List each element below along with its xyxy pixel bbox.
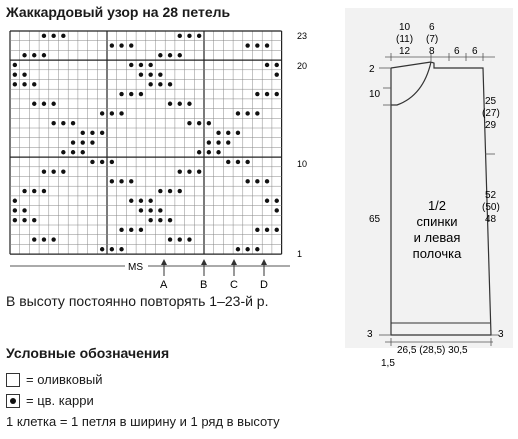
chart-dot	[255, 179, 259, 183]
neck-size-1: 6	[429, 22, 435, 33]
chart-dot	[51, 237, 55, 241]
chart-dot	[119, 228, 123, 232]
repeat-note: В высоту постоянно повторять 1–23-й р.	[6, 293, 269, 309]
chart-dot	[100, 160, 104, 164]
chart-grid	[10, 31, 282, 254]
chart-dot	[32, 82, 36, 86]
chart-dot	[275, 208, 279, 212]
chart-dot	[178, 237, 182, 241]
chart-dot	[129, 63, 133, 67]
chart-dot	[236, 160, 240, 164]
chart-dot	[265, 63, 269, 67]
legend-note: 1 клетка = 1 петля в ширину и 1 ряд в высоту	[6, 414, 280, 429]
chart-dot	[100, 131, 104, 135]
center-text-4: полочка	[412, 246, 462, 261]
legend-item-curry-text: = цв. карри	[26, 393, 94, 408]
row-label-1: 1	[297, 249, 303, 259]
chart-dot	[119, 247, 123, 251]
chart-dot	[13, 82, 17, 86]
shoulder-size-1: 10	[399, 22, 411, 33]
marker-d	[260, 259, 268, 290]
marker-a-label: A	[160, 279, 168, 290]
left-top-label: 2	[369, 64, 375, 75]
chart-dot	[119, 179, 123, 183]
chart-dot	[71, 121, 75, 125]
left-bottom-label: 3	[367, 329, 373, 340]
legend-item-olive-text: = оливковый	[26, 372, 103, 387]
chart-dot	[158, 218, 162, 222]
marker-a	[160, 259, 168, 290]
chart-dot	[255, 247, 259, 251]
chart-dot	[168, 189, 172, 193]
chart-dot	[81, 140, 85, 144]
chart-dot	[90, 131, 94, 135]
chart-dot	[22, 189, 26, 193]
chart-dot	[226, 160, 230, 164]
chart-dot	[236, 111, 240, 115]
row-label-23: 23	[297, 31, 308, 41]
chart-dot	[119, 92, 123, 96]
chart-dot	[265, 179, 269, 183]
chart-dot	[265, 43, 269, 47]
chart-dot	[226, 140, 230, 144]
chart-dot	[61, 34, 65, 38]
chart-dot	[61, 150, 65, 154]
chart-dot	[187, 169, 191, 173]
chart-dot	[32, 53, 36, 57]
chart-dot	[187, 237, 191, 241]
chart-dot	[51, 169, 55, 173]
right-segment-2: 6	[472, 46, 478, 57]
bottom-width-label: 26,5 (28,5) 30,5	[397, 345, 468, 356]
chart-dot	[265, 92, 269, 96]
chart-dot	[168, 237, 172, 241]
ms-label: MS	[128, 262, 143, 273]
neck-size-3: 8	[429, 46, 435, 57]
chart-dot	[245, 160, 249, 164]
chart-dot	[129, 199, 133, 203]
chart-dot	[245, 43, 249, 47]
chart-dot	[32, 218, 36, 222]
chart-dot	[158, 53, 162, 57]
chart-dot	[207, 121, 211, 125]
bottom-edge-label: 1,5	[381, 358, 395, 369]
chart-dot	[275, 92, 279, 96]
chart-dot	[178, 53, 182, 57]
chart-dot	[158, 189, 162, 193]
chart-dot	[187, 121, 191, 125]
chart-dot	[90, 140, 94, 144]
chart-dot	[32, 102, 36, 106]
chart-dot	[245, 111, 249, 115]
chart-dot	[255, 228, 259, 232]
legend-item-curry	[6, 393, 94, 408]
chart-dot	[216, 150, 220, 154]
chart-dot	[110, 111, 114, 115]
chart-dot	[42, 53, 46, 57]
chart-dot	[13, 72, 17, 76]
chart-dot	[226, 131, 230, 135]
chart-dot	[158, 208, 162, 212]
chart-dot	[207, 150, 211, 154]
garment-schema	[345, 8, 513, 372]
right-segment-1: 6	[454, 46, 460, 57]
chart-dot	[42, 189, 46, 193]
chart-dot	[81, 131, 85, 135]
chart-dot	[139, 63, 143, 67]
chart-dot	[275, 199, 279, 203]
right-upper-1: 25	[485, 96, 497, 107]
right-upper-3: 29	[485, 120, 497, 131]
chart-dot	[148, 208, 152, 212]
marker-c-label: C	[230, 279, 238, 290]
chart-dot	[119, 43, 123, 47]
chart-dot	[110, 179, 114, 183]
legend-item-olive	[6, 372, 102, 387]
chart-dot	[100, 247, 104, 251]
row-label-10: 10	[297, 159, 308, 169]
chart-dot	[158, 82, 162, 86]
chart-dot	[216, 140, 220, 144]
chart-dot	[81, 150, 85, 154]
chart-dot	[255, 92, 259, 96]
chart-title: Жаккардовый узор на 28 петель	[6, 4, 231, 20]
chart-dot	[148, 72, 152, 76]
chart-dot	[275, 72, 279, 76]
chart-dot	[245, 179, 249, 183]
chart-dot	[42, 237, 46, 241]
chart-dot	[139, 92, 143, 96]
chart-dot	[129, 179, 133, 183]
chart-dot	[110, 43, 114, 47]
right-bottom-label: 3	[498, 329, 504, 340]
legend-title: Условные обозначения	[6, 345, 170, 361]
shoulder-size-3: 12	[399, 46, 411, 57]
chart-dot	[22, 208, 26, 212]
chart-dot	[148, 199, 152, 203]
chart-dot	[61, 121, 65, 125]
chart-dot	[110, 160, 114, 164]
chart-dot	[139, 228, 143, 232]
chart-dot	[148, 218, 152, 222]
row-label-20: 20	[297, 61, 308, 71]
neck-depth-label: 10	[369, 89, 381, 100]
center-text-1: 1/2	[427, 198, 447, 213]
right-lower-2: (50)	[482, 202, 500, 213]
center-text-3: и левая	[413, 230, 461, 245]
chart-dot	[178, 34, 182, 38]
chart-dot	[148, 82, 152, 86]
height-label: 65	[369, 214, 381, 225]
chart-dot	[158, 72, 162, 76]
chart-dot	[32, 189, 36, 193]
chart-dot	[71, 140, 75, 144]
chart-dot	[168, 82, 172, 86]
chart-dot	[110, 247, 114, 251]
chart-dot	[13, 199, 17, 203]
chart-dot	[265, 199, 269, 203]
chart-dot	[197, 121, 201, 125]
marker-b-label: B	[200, 279, 208, 290]
chart-dot	[236, 247, 240, 251]
schema-top-edge	[391, 62, 431, 68]
chart-dot	[178, 189, 182, 193]
chart-dot	[90, 160, 94, 164]
right-lower-3: 48	[485, 214, 497, 225]
chart-dot	[187, 34, 191, 38]
chart-dot	[216, 131, 220, 135]
marker-c	[230, 259, 238, 290]
chart-dot	[178, 102, 182, 106]
chart-dot	[13, 208, 17, 212]
chart-dot	[119, 111, 123, 115]
chart-dot	[51, 34, 55, 38]
chart-dot	[207, 140, 211, 144]
chart-dot	[129, 92, 133, 96]
chart-dot	[129, 43, 133, 47]
center-text-2: спинки	[416, 214, 458, 229]
chart-dot	[139, 208, 143, 212]
chart-dot	[139, 199, 143, 203]
chart-dot	[22, 53, 26, 57]
chart-dot	[168, 53, 172, 57]
chart-dot	[13, 218, 17, 222]
chart-dot	[22, 72, 26, 76]
chart-dot	[71, 150, 75, 154]
chart-dot	[197, 34, 201, 38]
chart-dot	[265, 228, 269, 232]
chart-dot	[197, 150, 201, 154]
chart-dot	[139, 72, 143, 76]
chart-dot	[32, 237, 36, 241]
chart-dot	[100, 111, 104, 115]
shoulder-size-2: (11)	[396, 34, 414, 45]
right-upper-2: (27)	[482, 108, 500, 119]
chart-dot	[168, 102, 172, 106]
marker-d-label: D	[260, 279, 268, 290]
chart-dot	[51, 121, 55, 125]
chart-dot	[61, 169, 65, 173]
chart-dot	[187, 102, 191, 106]
chart-dot	[129, 228, 133, 232]
chart-dot	[42, 169, 46, 173]
chart-dot	[275, 228, 279, 232]
dot-square-icon	[6, 394, 20, 408]
chart-dot	[42, 102, 46, 106]
chart-dot	[255, 111, 259, 115]
marker-b	[200, 259, 207, 290]
chart-dot	[245, 247, 249, 251]
chart-dot	[168, 218, 172, 222]
chart-dot	[22, 82, 26, 86]
chart-dot	[255, 43, 259, 47]
jacquard-chart	[0, 0, 340, 290]
chart-dot	[236, 131, 240, 135]
neck-size-2: (7)	[426, 34, 439, 45]
empty-square-icon	[6, 373, 20, 387]
chart-dot	[22, 218, 26, 222]
chart-dot	[178, 169, 182, 173]
chart-dot	[42, 34, 46, 38]
chart-dot	[148, 63, 152, 67]
chart-dot	[13, 63, 17, 67]
chart-dot	[51, 102, 55, 106]
chart-dot	[275, 63, 279, 67]
chart-dot	[197, 169, 201, 173]
right-lower-1: 52	[485, 190, 497, 201]
